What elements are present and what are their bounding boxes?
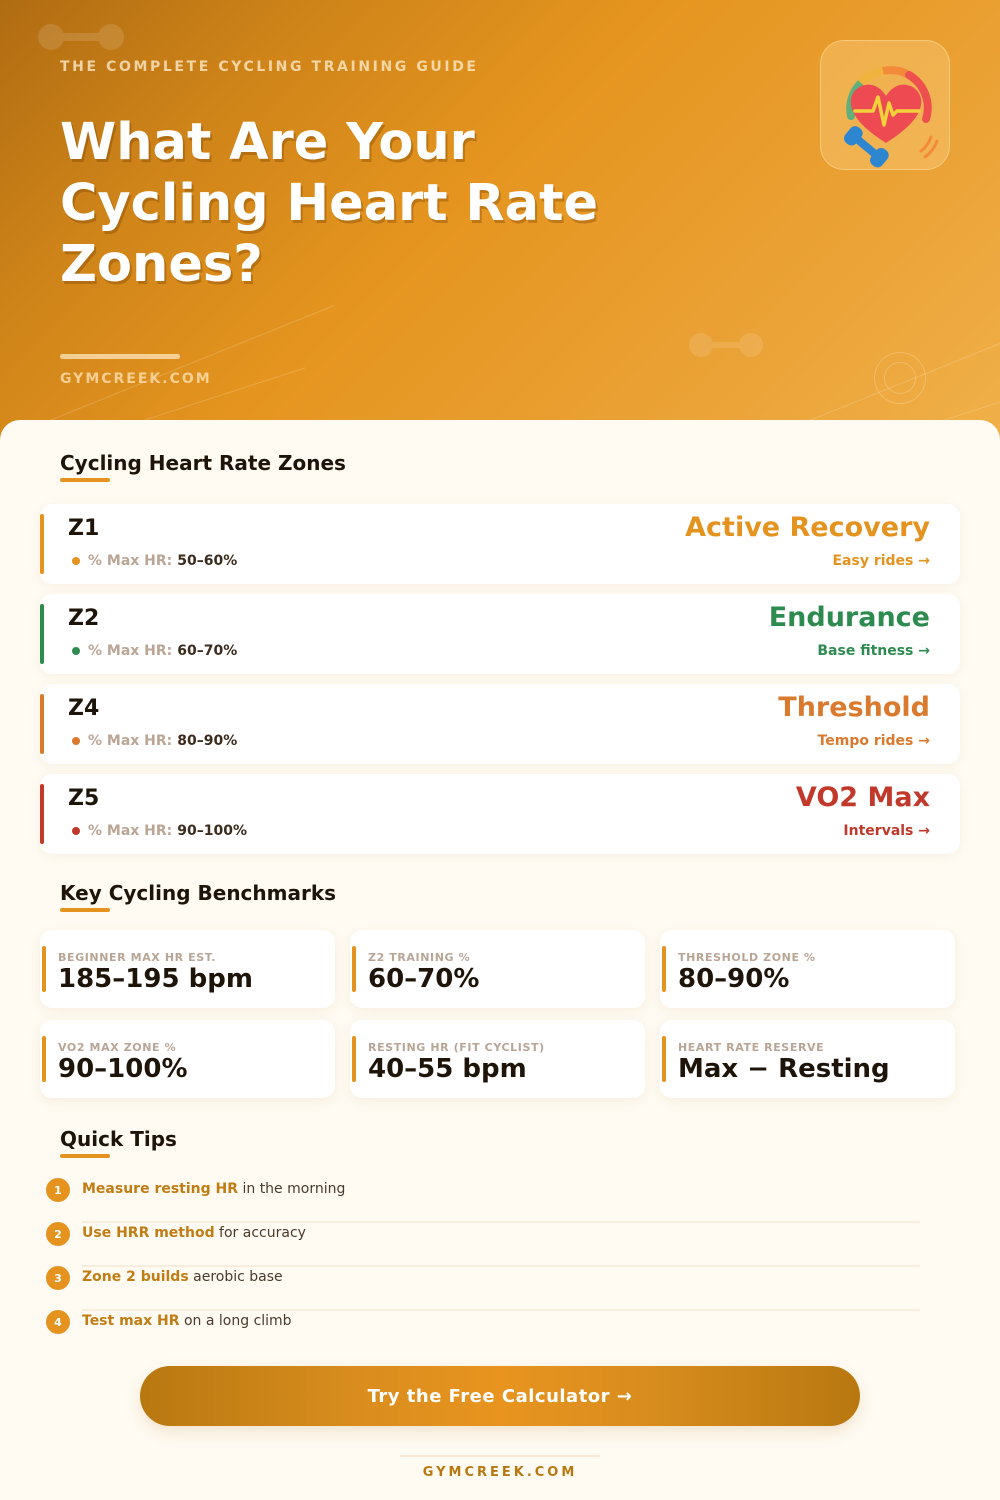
benchmark-label: BEGINNER MAX HR EST.	[58, 951, 216, 964]
benchmark-card	[660, 930, 955, 1008]
zone-accent-bar	[40, 694, 44, 754]
tip-rest: aerobic base	[188, 1269, 283, 1285]
benchmark-accent-bar	[662, 1036, 666, 1082]
zone-use-link[interactable]: Tempo rides →	[817, 733, 930, 749]
section-underline	[60, 1154, 110, 1158]
footer-site-link[interactable]: GYMCREEK.COM	[422, 1465, 578, 1480]
zone-name: Threshold	[778, 692, 930, 723]
tip-bold: Zone 2 builds	[82, 1269, 189, 1285]
benchmark-accent-bar	[352, 946, 356, 992]
page-title	[60, 112, 660, 295]
zone-dot-icon	[72, 827, 80, 835]
tip-text	[82, 1225, 306, 1241]
tip-item	[46, 1266, 920, 1310]
benchmark-accent-bar	[42, 946, 46, 992]
zone-id: Z4	[68, 696, 100, 721]
benchmark-accent-bar	[662, 946, 666, 992]
zone-name: Active Recovery	[685, 512, 930, 543]
tip-text	[82, 1269, 283, 1285]
title-line: Zones?	[60, 235, 263, 294]
benchmark-label: VO2 MAX ZONE %	[58, 1041, 177, 1054]
benchmark-value: 90–100%	[58, 1054, 188, 1084]
footer-divider	[400, 1455, 600, 1457]
benchmark-label: THRESHOLD ZONE %	[678, 951, 816, 964]
zone-dot-icon	[72, 737, 80, 745]
tip-bold: Test max HR	[82, 1313, 180, 1329]
zone-use-link[interactable]: Base fitness →	[817, 643, 930, 659]
tip-number-badge: 1	[46, 1178, 70, 1202]
zone-id: Z2	[68, 606, 100, 631]
tip-number-badge: 3	[46, 1266, 70, 1290]
tip-number-badge: 2	[46, 1222, 70, 1246]
benchmark-value: Max − Resting	[678, 1054, 890, 1084]
zone-accent-bar	[40, 514, 44, 574]
tip-item	[46, 1310, 920, 1354]
zone-meta-value: 80–90%	[177, 733, 238, 749]
zone-dot-icon	[72, 647, 80, 655]
tip-number-badge: 4	[46, 1310, 70, 1334]
benchmark-accent-bar	[352, 1036, 356, 1082]
tip-text	[82, 1181, 345, 1197]
zones-section-title: Cycling Heart Rate Zones	[60, 451, 346, 475]
title-line: Cycling Heart Rate	[60, 174, 599, 233]
tip-text	[82, 1313, 292, 1329]
zone-meta-label: % Max HR:	[88, 733, 173, 749]
zone-card-z4[interactable]	[40, 684, 960, 764]
zone-use-link[interactable]: Easy rides →	[832, 553, 930, 569]
zone-card-z1[interactable]	[40, 504, 960, 584]
tips-section-title: Quick Tips	[60, 1127, 177, 1151]
zone-name: VO2 Max	[795, 782, 930, 813]
benchmark-card	[350, 1020, 645, 1098]
benchmark-label: HEART RATE RESERVE	[678, 1041, 825, 1054]
heart-rate-dumbbell-icon	[820, 40, 950, 170]
benchmark-value: 60–70%	[368, 964, 480, 994]
benchmark-value: 80–90%	[678, 964, 790, 994]
benchmarks-section-title: Key Cycling Benchmarks	[60, 881, 337, 905]
zone-card-z2[interactable]	[40, 594, 960, 674]
zone-meta	[72, 823, 247, 839]
tip-item	[46, 1178, 920, 1222]
zone-use-link[interactable]: Intervals →	[843, 823, 930, 839]
benchmark-value: 40–55 bpm	[368, 1054, 527, 1084]
zone-id: Z5	[68, 786, 100, 811]
zone-meta-label: % Max HR:	[88, 823, 173, 839]
zone-meta-label: % Max HR:	[88, 553, 173, 569]
zone-card-z5[interactable]	[40, 774, 960, 854]
hero-banner	[0, 0, 1000, 460]
zone-meta-label: % Max HR:	[88, 643, 173, 659]
benchmark-label: RESTING HR (FIT CYCLIST)	[368, 1041, 545, 1054]
zone-meta	[72, 643, 237, 659]
tip-bold: Use HRR method	[82, 1225, 215, 1241]
section-underline	[60, 908, 110, 912]
zone-meta	[72, 553, 237, 569]
benchmark-accent-bar	[42, 1036, 46, 1082]
zone-accent-bar	[40, 784, 44, 844]
free-calculator-button[interactable]: Try the Free Calculator →	[140, 1366, 860, 1426]
benchmark-card	[350, 930, 645, 1008]
benchmark-card	[40, 930, 335, 1008]
zone-meta	[72, 733, 237, 749]
section-underline	[60, 478, 110, 482]
benchmark-value: 185–195 bpm	[58, 964, 253, 994]
hero-site-label: GYMCREEK.COM	[60, 371, 212, 387]
zone-meta-value: 90–100%	[177, 823, 248, 839]
zone-meta-value: 60–70%	[177, 643, 238, 659]
zone-accent-bar	[40, 604, 44, 664]
benchmark-card	[40, 1020, 335, 1098]
zone-dot-icon	[72, 557, 80, 565]
title-line: What Are Your	[60, 113, 475, 172]
tip-rest: in the morning	[238, 1181, 346, 1197]
zone-name: Endurance	[768, 602, 930, 633]
eyebrow-text: THE COMPLETE CYCLING TRAINING GUIDE	[60, 59, 479, 75]
tip-item	[46, 1222, 920, 1266]
benchmark-label: Z2 TRAINING %	[368, 951, 471, 964]
hero-divider	[60, 354, 180, 359]
zone-id: Z1	[68, 516, 100, 541]
dumbbell-icon	[36, 22, 126, 52]
decorative-ring	[884, 362, 916, 394]
tip-rest: for accuracy	[214, 1225, 306, 1241]
tip-rest: on a long climb	[179, 1313, 292, 1329]
zone-meta-value: 50–60%	[177, 553, 238, 569]
tip-bold: Measure resting HR	[82, 1181, 239, 1197]
benchmark-card	[660, 1020, 955, 1098]
dumbbell-icon	[688, 332, 764, 358]
